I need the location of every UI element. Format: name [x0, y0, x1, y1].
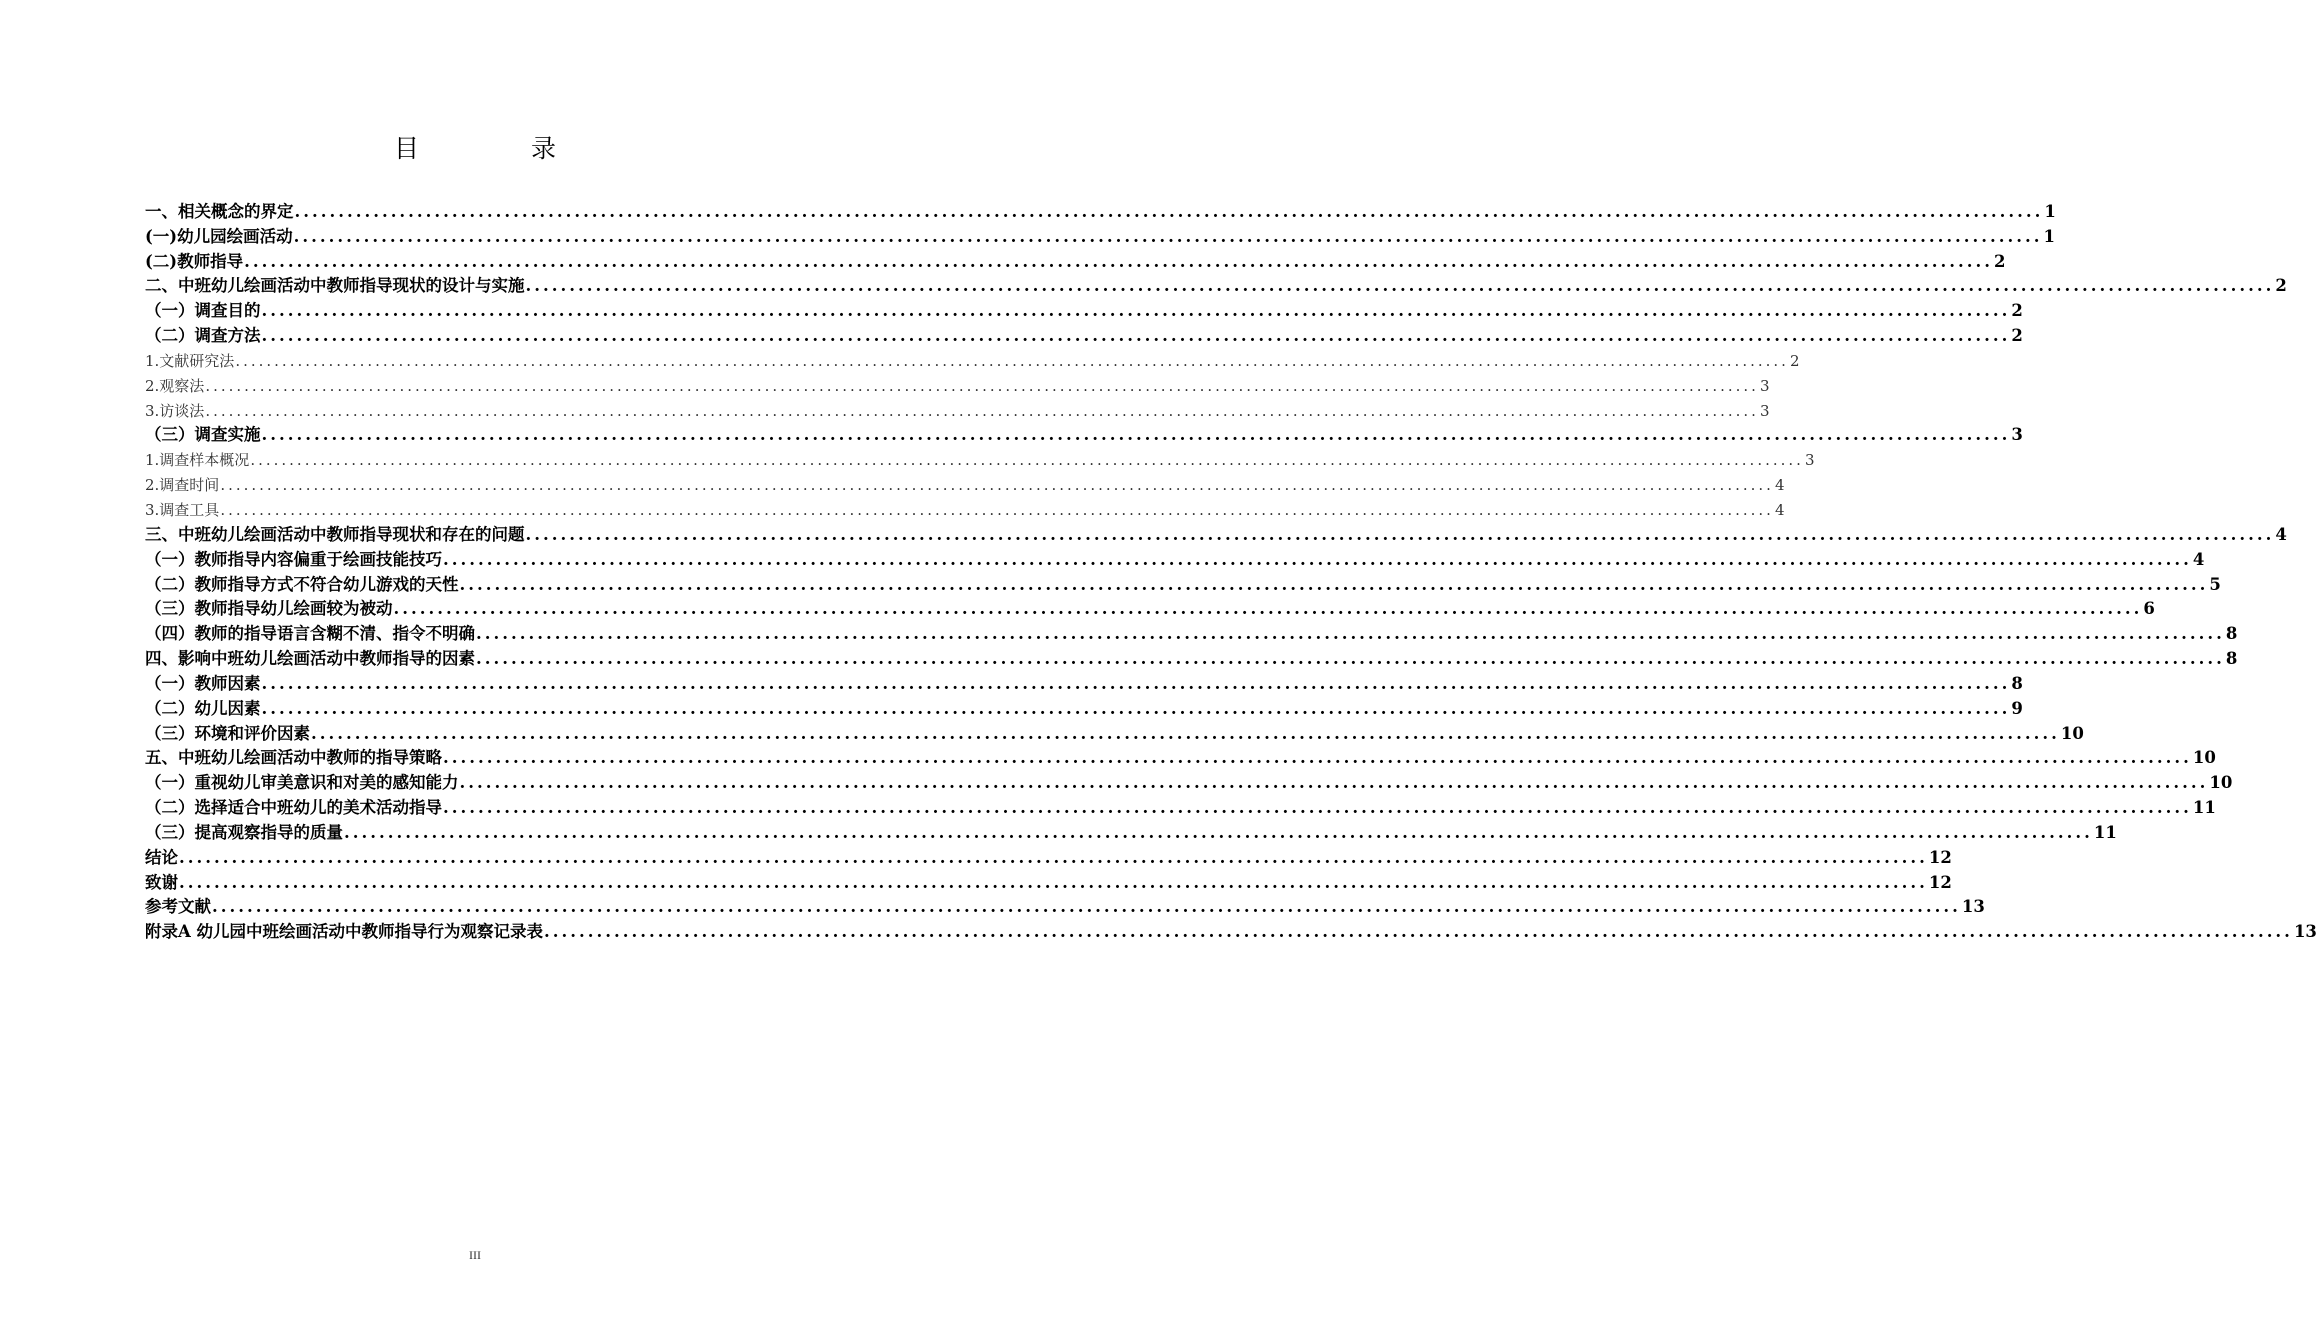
toc-entry-title: （一）调查目的 [145, 301, 261, 321]
toc-dot-leader: ........................................................................................................................................................................................................ [459, 574, 2209, 594]
toc-entry-title: 3.调查工具 [145, 500, 220, 519]
toc-entry-title: （四）教师的指导语言含糊不清、指令不明确 [145, 624, 475, 644]
toc-entry-title: 五、中班幼儿绘画活动中教师的指导策略 [145, 748, 442, 768]
toc-dot-leader: ........................................................................................................................................................................................................ [235, 351, 1789, 370]
toc-entry[interactable] [145, 322, 2023, 347]
toc-entry-title: 1.文献研究法 [145, 351, 235, 370]
toc-entry-title: 1.调查样本概况 [145, 451, 250, 470]
toc-entry-title: 四、影响中班幼儿绘画活动中教师指导的因素 [145, 649, 475, 669]
toc-entry-page: 12 [1928, 872, 1952, 892]
toc-entry-title: （三）环境和评价因素 [145, 723, 310, 743]
toc-entry-page: 13 [2293, 922, 2317, 942]
toc-entry[interactable] [145, 347, 1800, 372]
toc-dot-leader: ........................................................................................................................................................................................................ [344, 822, 2093, 842]
toc-entry[interactable] [145, 745, 2216, 770]
toc-entry-page: 12 [1928, 847, 1952, 867]
toc-entry-page: 1 [2043, 226, 2055, 246]
toc-dot-leader: ........................................................................................................................................................................................................ [205, 401, 1759, 420]
toc-entry-title: (二)教师指导 [145, 251, 244, 271]
toc-dot-leader: ........................................................................................................................................................................................................ [393, 599, 2143, 619]
toc-dot-leader: ........................................................................................................................................................................................................ [261, 301, 2011, 321]
toc-entry-page: 4 [1774, 476, 1785, 495]
table-of-contents [145, 198, 2317, 943]
toc-entry-page: 11 [2093, 822, 2117, 842]
toc-entry-title: 参考文献 [145, 897, 211, 917]
toc-dot-leader: ........................................................................................................................................................................................................ [179, 872, 1928, 892]
toc-entry-title: （三）提高观察指导的质量 [145, 822, 343, 842]
toc-entry[interactable] [145, 819, 2117, 844]
toc-entry-page: 4 [2192, 549, 2205, 569]
toc-entry-title: （一）教师因素 [145, 673, 261, 693]
toc-entry-title: （二）幼儿因素 [145, 698, 261, 718]
toc-entry[interactable] [145, 869, 1952, 894]
toc-dot-leader: ........................................................................................................................................................................................................ [294, 201, 2044, 221]
toc-entry[interactable] [145, 571, 2221, 596]
toc-entry[interactable] [145, 521, 2287, 546]
toc-dot-leader: ........................................................................................................................................................................................................ [443, 798, 2192, 818]
toc-dot-leader: ........................................................................................................................................................................................................ [476, 624, 2225, 644]
toc-entry-page: 3 [1759, 376, 1770, 395]
toc-dot-leader: ........................................................................................................................................................................................................ [261, 326, 2011, 346]
toc-entry[interactable] [145, 422, 2023, 447]
toc-dot-leader: ........................................................................................................................................................................................................ [261, 698, 2011, 718]
toc-entry-page: 2 [1994, 251, 2006, 271]
toc-entry-page: 2 [2011, 326, 2023, 346]
toc-entry-page: 10 [2192, 748, 2216, 768]
toc-entry-title: 三、中班幼儿绘画活动中教师指导现状和存在的问题 [145, 524, 525, 544]
toc-dot-leader: ........................................................................................................................................................................................................ [205, 376, 1759, 395]
toc-entry-title: （一）重视幼儿审美意识和对美的感知能力 [145, 773, 459, 793]
toc-entry[interactable] [145, 844, 1952, 869]
toc-entry[interactable] [145, 794, 2216, 819]
toc-dot-leader: ........................................................................................................................................................................................................ [220, 476, 1774, 495]
toc-entry-title: 3.访谈法 [145, 401, 205, 420]
toc-entry-page: 3 [2011, 425, 2023, 445]
toc-entry-page: 5 [2209, 574, 2221, 594]
toc-entry-page: 8 [2225, 624, 2238, 644]
toc-dot-leader: ........................................................................................................................................................................................................ [459, 773, 2209, 793]
toc-dot-leader: ........................................................................................................................................................................................................ [261, 673, 2011, 693]
page-number: III [469, 1248, 481, 1262]
toc-entry-title: 附录A 幼儿园中班绘画活动中教师指导行为观察记录表 [145, 922, 544, 942]
toc-entry-page: 10 [2060, 723, 2084, 743]
toc-entry[interactable] [145, 546, 2205, 571]
toc-entry-title: 二、中班幼儿绘画活动中教师指导现状的设计与实施 [145, 276, 525, 296]
toc-entry-page: 3 [1804, 451, 1815, 470]
toc-entry[interactable] [145, 645, 2238, 670]
toc-entry[interactable] [145, 248, 2006, 273]
toc-dot-leader: ........................................................................................................................................................................................................ [261, 425, 2011, 445]
toc-entry-page: 1 [2044, 201, 2056, 221]
toc-entry-title: 2.调查时间 [145, 476, 220, 495]
toc-entry[interactable] [145, 769, 2233, 794]
toc-entry[interactable] [145, 918, 2317, 943]
toc-entry-title: （一）教师指导内容偏重于绘画技能技巧 [145, 549, 442, 569]
toc-entry-page: 2 [2011, 301, 2023, 321]
toc-dot-leader: ........................................................................................................................................................................................................ [244, 251, 1994, 271]
page-title: 目 录 [394, 134, 608, 163]
toc-entry-page: 6 [2143, 599, 2155, 619]
toc-dot-leader: ........................................................................................................................................................................................................ [220, 500, 1774, 519]
toc-dot-leader: ........................................................................................................................................................................................................ [311, 723, 2060, 743]
toc-entry[interactable] [145, 894, 1985, 919]
toc-entry[interactable] [145, 496, 1785, 521]
toc-entry-title: （三）调查实施 [145, 425, 261, 445]
toc-entry-page: 13 [1961, 897, 1985, 917]
toc-entry[interactable] [145, 273, 2287, 298]
toc-dot-leader: ........................................................................................................................................................................................................ [525, 524, 2275, 544]
toc-dot-leader: ........................................................................................................................................................................................................ [476, 649, 2225, 669]
toc-entry-page: 8 [2225, 649, 2238, 669]
toc-entry-page: 2 [2275, 276, 2287, 296]
toc-entry[interactable] [145, 720, 2084, 745]
toc-entry-title: （三）教师指导幼儿绘画较为被动 [145, 599, 393, 619]
toc-dot-leader: ........................................................................................................................................................................................................ [525, 276, 2275, 296]
toc-entry-title: （二）教师指导方式不符合幼儿游戏的天性 [145, 574, 459, 594]
toc-dot-leader: ........................................................................................................................................................................................................ [212, 897, 1961, 917]
toc-entry-page: 3 [1759, 401, 1770, 420]
toc-entry[interactable] [145, 620, 2238, 645]
toc-dot-leader: ........................................................................................................................................................................................................ [293, 226, 2043, 246]
toc-dot-leader: ........................................................................................................................................................................................................ [179, 847, 1928, 867]
toc-entry[interactable] [145, 471, 1785, 496]
toc-entry-page: 4 [2275, 524, 2287, 544]
toc-entry-page: 2 [1789, 351, 1800, 370]
toc-dot-leader: ........................................................................................................................................................................................................ [443, 748, 2192, 768]
toc-dot-leader: ........................................................................................................................................................................................................ [250, 451, 1804, 470]
toc-entry-page: 4 [1774, 500, 1785, 519]
toc-entry-title: 结论 [145, 847, 178, 867]
toc-entry-title: (一)幼儿园绘画活动 [145, 226, 293, 246]
toc-entry-title: （二）调查方法 [145, 326, 261, 346]
toc-entry[interactable] [145, 670, 2023, 695]
toc-entry-page: 8 [2011, 673, 2023, 693]
toc-entry-page: 10 [2209, 773, 2233, 793]
toc-entry-title: 2.观察法 [145, 376, 205, 395]
toc-entry-title: 致谢 [145, 872, 178, 892]
toc-entry-title: （二）选择适合中班幼儿的美术活动指导 [145, 798, 442, 818]
toc-entry-page: 11 [2192, 798, 2216, 818]
toc-entry[interactable] [145, 198, 2056, 223]
toc-dot-leader: ........................................................................................................................................................................................................ [443, 549, 2192, 569]
toc-entry-title: 一、相关概念的界定 [145, 201, 294, 221]
toc-entry[interactable] [145, 596, 2155, 621]
toc-entry[interactable] [145, 372, 1770, 397]
toc-entry[interactable] [145, 695, 2023, 720]
toc-dot-leader: ........................................................................................................................................................................................................ [544, 922, 2293, 942]
toc-entry-page: 9 [2011, 698, 2023, 718]
toc-entry[interactable] [145, 297, 2023, 322]
toc-entry[interactable] [145, 397, 1770, 422]
toc-entry[interactable] [145, 446, 1815, 471]
toc-entry[interactable] [145, 223, 2055, 248]
